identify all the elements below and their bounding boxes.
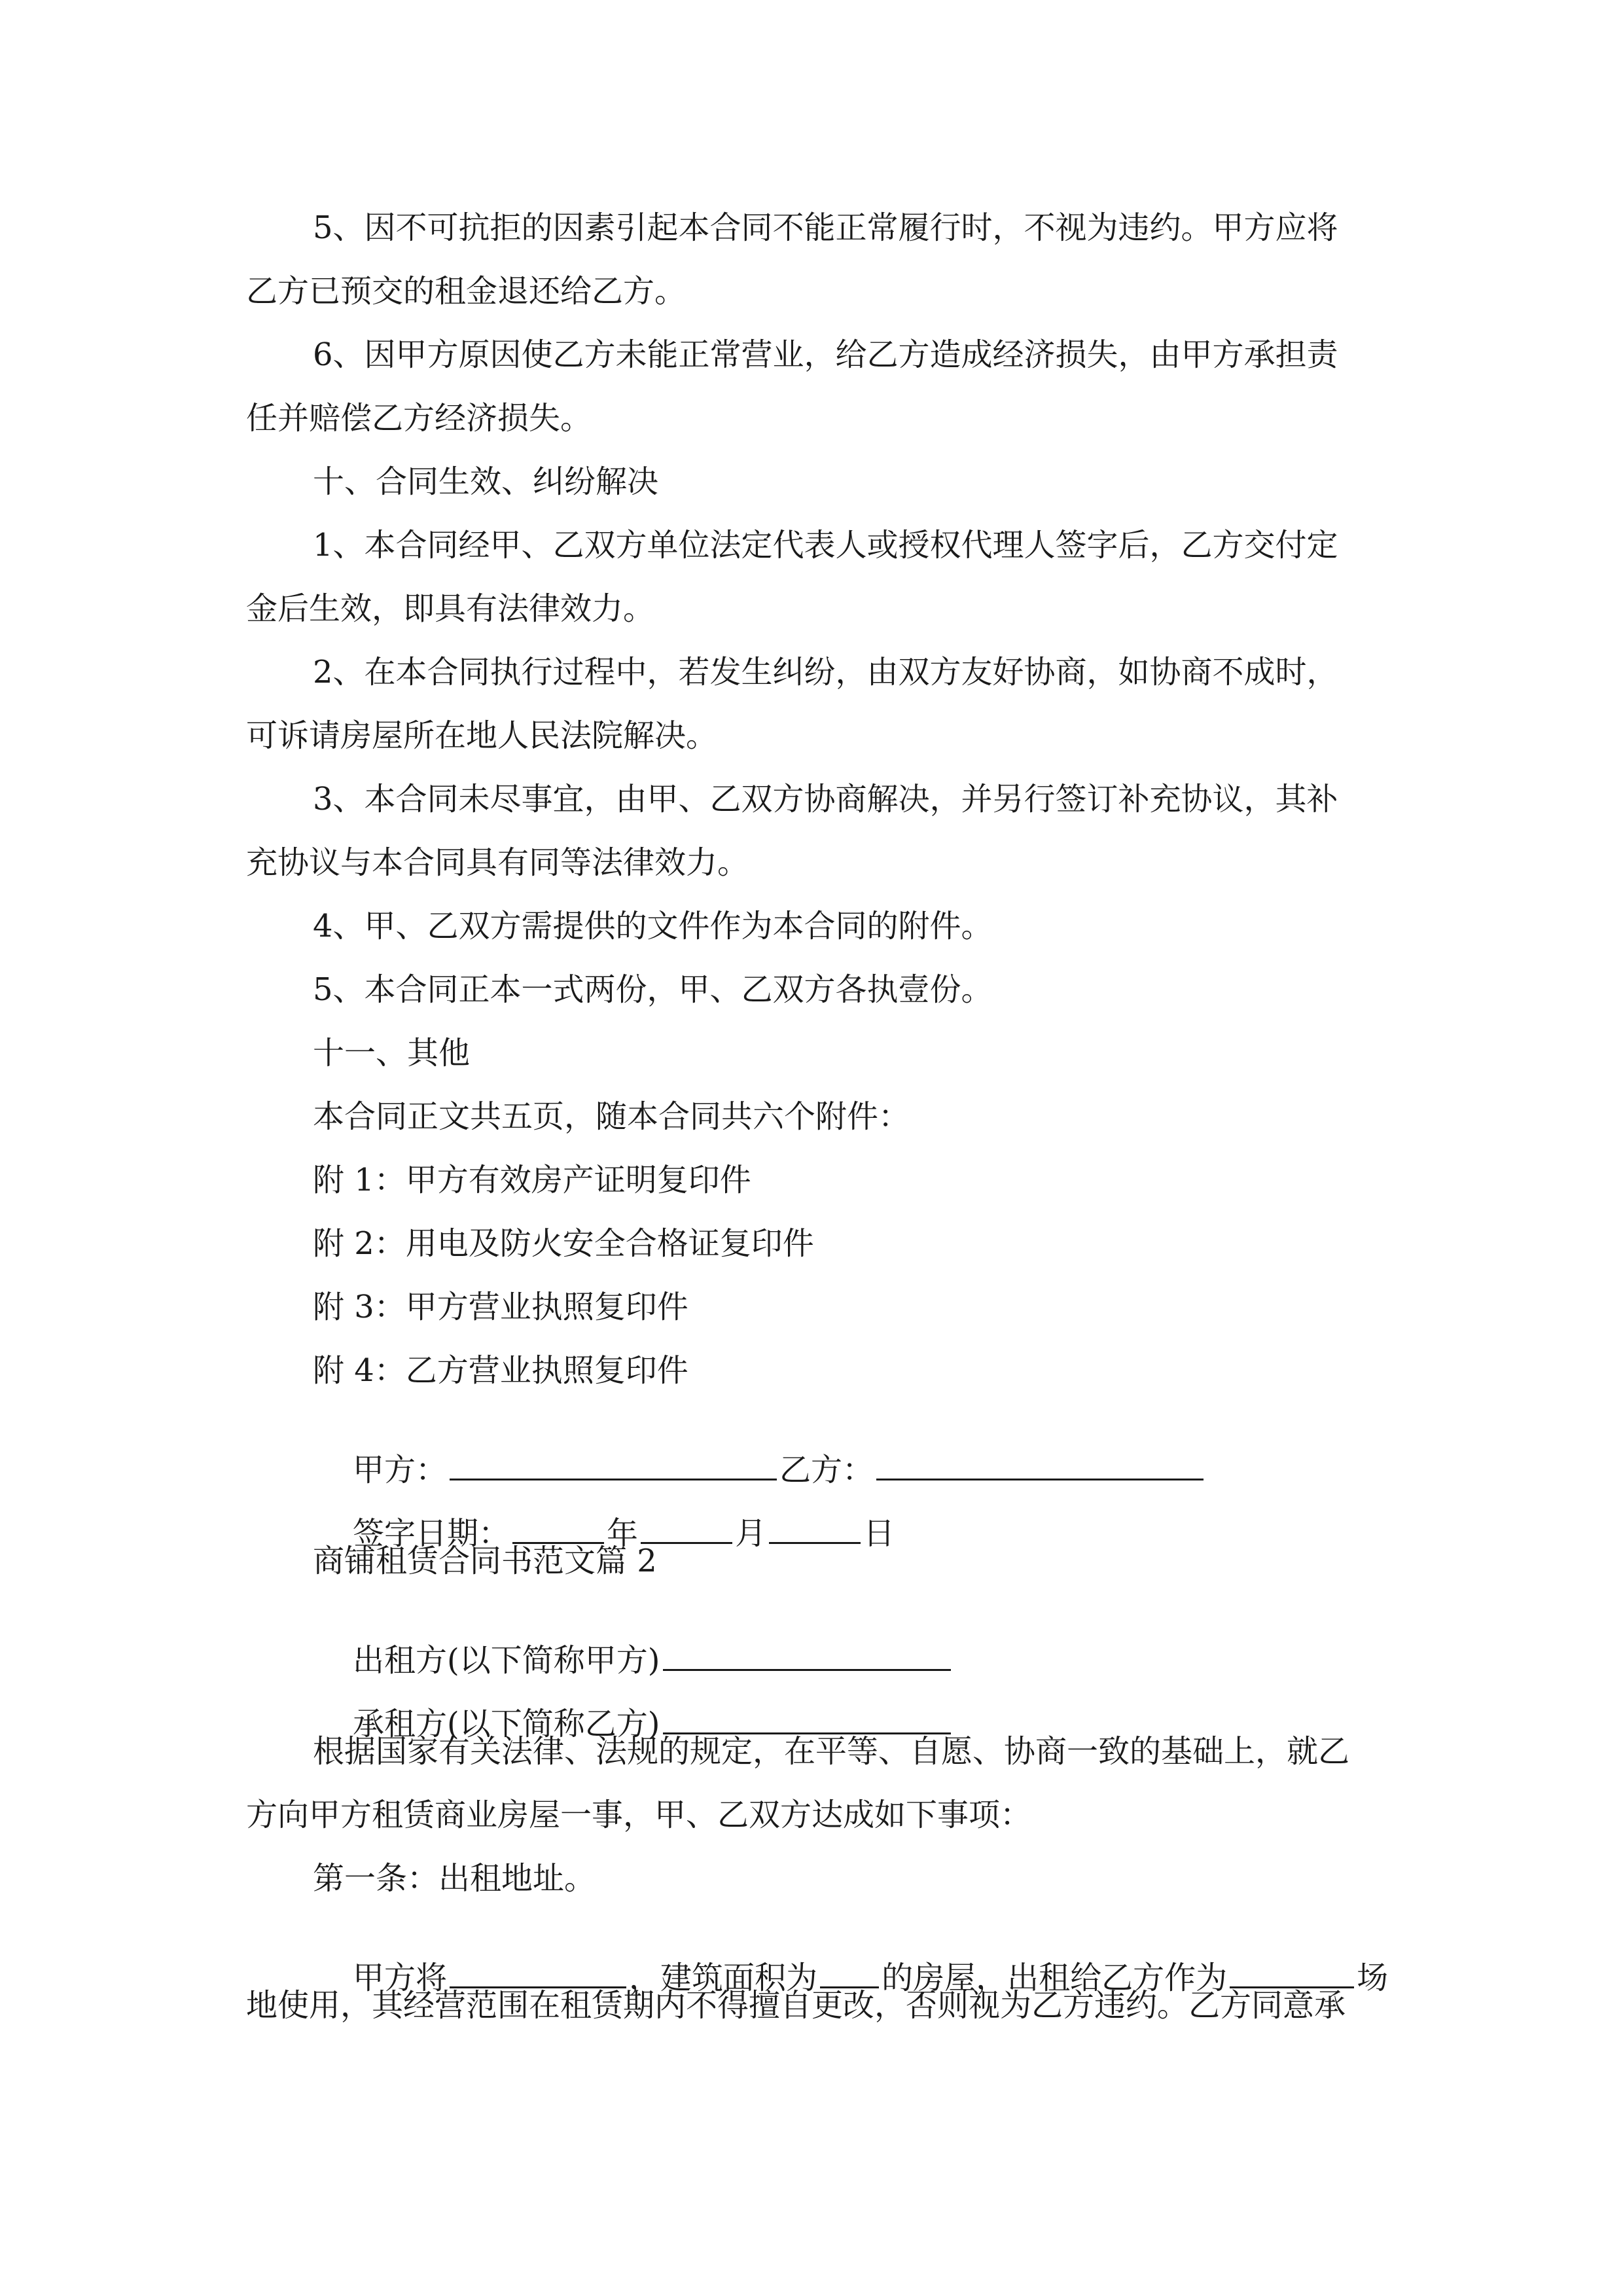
paragraph-line: 地使用，其经营范围在租赁期内不得擅自更改，否则视为乙方违约。乙方同意承 bbox=[246, 1987, 1346, 2024]
attachment-item: 附 4：乙方营业执照复印件 bbox=[313, 1352, 688, 1389]
paragraph-line: 2、在本合同执行过程中，若发生纠纷，由双方友好协商，如协商不成时， bbox=[313, 654, 1338, 691]
lessor-blank bbox=[663, 1640, 951, 1671]
month-label: 月 bbox=[735, 1515, 767, 1552]
day-label: 日 bbox=[863, 1515, 895, 1552]
clause-text: 场 bbox=[1357, 1960, 1389, 1996]
paragraph-line: 可诉请房屋所在地人民法院解决。 bbox=[246, 717, 718, 754]
paragraph-line: 4、甲、乙双方需提供的文件作为本合同的附件。 bbox=[313, 908, 993, 944]
paragraph-line: 5、因不可抗拒的因素引起本合同不能正常履行时，不视为违约。甲方应将 bbox=[313, 209, 1338, 246]
usage-blank bbox=[1230, 1958, 1354, 1988]
party-b-label: 乙方： bbox=[779, 1452, 874, 1488]
attachment-item: 附 2：用电及防火安全合格证复印件 bbox=[313, 1225, 814, 1262]
paragraph-line: 金后生效，即具有法律效力。 bbox=[246, 590, 655, 627]
clause-text: 甲方将 bbox=[353, 1960, 448, 1996]
paragraph-line: 1、本合同经甲、乙双方单位法定代表人或授权代理人签字后，乙方交付定 bbox=[313, 527, 1338, 564]
attachment-item: 附 3：甲方营业执照复印件 bbox=[313, 1289, 688, 1325]
paragraph-line: 6、因甲方原因使乙方未能正常营业，给乙方造成经济损失，由甲方承担责 bbox=[313, 336, 1338, 373]
year-label: 年 bbox=[607, 1515, 639, 1552]
clause-text: ，建筑面积为 bbox=[629, 1960, 818, 1996]
party-b-signature-blank bbox=[876, 1450, 1204, 1480]
document-heading: 商铺租赁合同书范文篇 2 bbox=[313, 1543, 657, 1579]
paragraph-line: 充协议与本合同具有同等法律效力。 bbox=[246, 844, 749, 881]
section-heading: 十、合同生效、纠纷解决 bbox=[313, 463, 659, 500]
party-a-label: 甲方： bbox=[353, 1452, 448, 1488]
year-blank bbox=[512, 1513, 604, 1544]
section-heading: 十一、其他 bbox=[313, 1035, 471, 1071]
article-heading: 第一条：出租地址。 bbox=[313, 1860, 596, 1897]
paragraph-line: 乙方已预交的租金退还给乙方。 bbox=[246, 273, 687, 310]
party-a-signature-blank bbox=[450, 1450, 777, 1480]
paragraph-line: 本合同正文共五页，随本合同共六个附件： bbox=[313, 1098, 910, 1135]
paragraph-line: 5、本合同正本一式两份，甲、乙双方各执壹份。 bbox=[313, 971, 993, 1008]
lessee-label: 承租方(以下简称乙方) bbox=[353, 1706, 660, 1742]
day-blank bbox=[769, 1513, 861, 1544]
paragraph-line: 方向甲方租赁商业房屋一事，甲、乙双方达成如下事项： bbox=[246, 1797, 1032, 1833]
paragraph-line: 根据国家有关法律、法规的规定，在平等、自愿、协商一致的基础上，就乙 bbox=[313, 1733, 1350, 1770]
area-blank bbox=[820, 1958, 879, 1988]
clause-text: 的房屋，出租给乙方作为 bbox=[882, 1960, 1228, 1996]
paragraph-line: 任并赔偿乙方经济损失。 bbox=[246, 400, 592, 437]
lessee-blank bbox=[663, 1704, 951, 1734]
month-blank bbox=[641, 1513, 732, 1544]
paragraph-line: 3、本合同未尽事宜，由甲、乙双方协商解决，并另行签订补充协议，其补 bbox=[313, 781, 1338, 817]
lessor-label: 出租方(以下简称甲方) bbox=[353, 1642, 660, 1679]
address-blank bbox=[450, 1958, 626, 1988]
date-label: 签字日期： bbox=[353, 1515, 510, 1552]
attachment-item: 附 1：甲方有效房产证明复印件 bbox=[313, 1162, 751, 1198]
